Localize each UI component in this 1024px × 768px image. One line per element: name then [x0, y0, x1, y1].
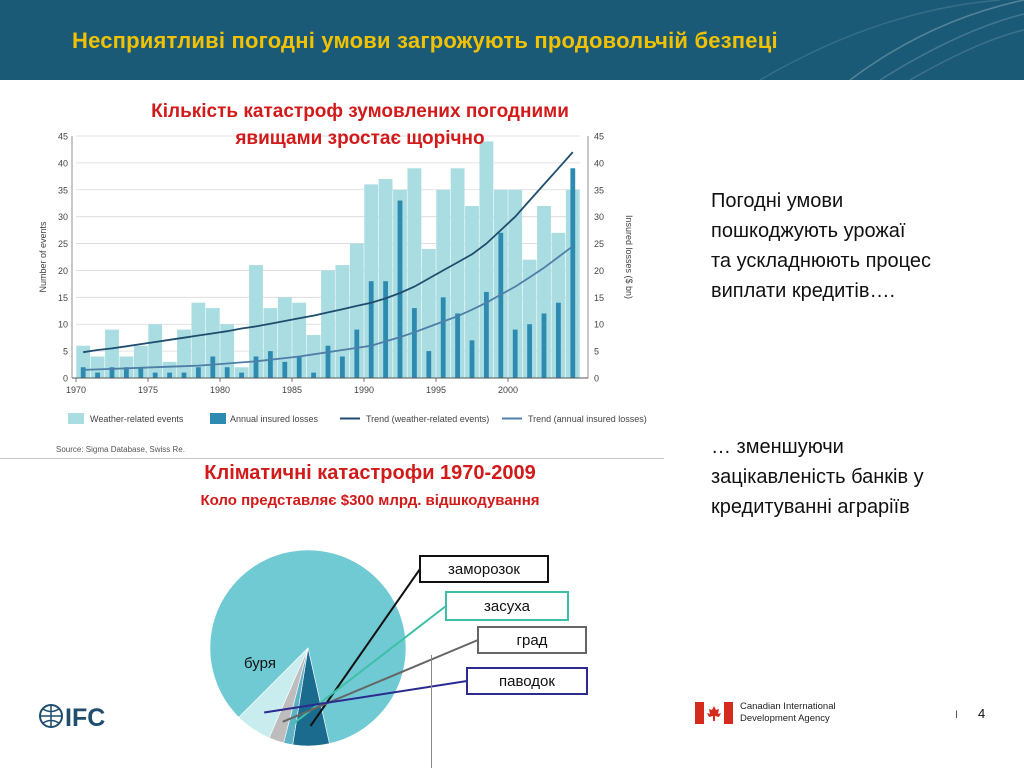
legend-swatch-events	[68, 413, 84, 424]
losses-bar	[340, 356, 345, 378]
legend-label: Trend (annual insured losses)	[528, 414, 647, 424]
losses-bar	[398, 201, 403, 378]
x-tick-label: 1995	[425, 385, 447, 395]
losses-bar	[498, 233, 503, 378]
chart-title-line2: явищами зростає щорічно	[235, 128, 485, 149]
losses-bar	[282, 362, 287, 378]
cida-line2: Development Agency	[740, 713, 830, 724]
callout-label: засуха	[484, 598, 530, 615]
losses-bar	[455, 313, 460, 378]
y-tick-label: 15	[57, 292, 68, 303]
header-bar	[0, 0, 1024, 80]
losses-bar	[527, 324, 532, 378]
losses-bar	[239, 373, 244, 378]
y2-tick-label: 25	[594, 239, 605, 250]
y2-tick-label: 40	[594, 158, 605, 169]
losses-bar	[254, 356, 259, 378]
losses-bar	[470, 340, 475, 378]
x-tick-label: 1985	[281, 385, 303, 395]
losses-bar	[369, 281, 374, 378]
x-tick-label: 1980	[209, 385, 231, 395]
side-text-para1: Погодні умови пошкоджують урожаї та ускладнюють процес виплати кредитів….	[711, 190, 931, 302]
losses-bar	[268, 351, 273, 378]
losses-bar	[326, 346, 331, 378]
y2-tick-label: 5	[594, 346, 600, 357]
pie-subtitle: Коло представляє $300 млрд. відшкодування	[200, 492, 540, 509]
losses-bar	[81, 367, 86, 378]
x-tick-label: 1990	[353, 385, 375, 395]
losses-bar	[167, 373, 172, 378]
ifc-logo	[38, 702, 118, 730]
y2-tick-label: 35	[594, 185, 605, 196]
y2-axis-title: Insured losses ($ bn)	[624, 214, 634, 300]
y2-tick-label: 20	[594, 265, 605, 276]
losses-bar	[556, 303, 561, 378]
losses-bar	[354, 330, 359, 378]
events-bar	[307, 335, 321, 378]
page-separator: I	[955, 709, 959, 721]
events-bar	[148, 324, 162, 378]
chart-title-line1: Кількість катастроф зумовлених погодними	[151, 101, 569, 122]
events-bar	[192, 303, 206, 378]
legend-label: Annual insured losses	[230, 414, 319, 424]
losses-bar	[542, 313, 547, 378]
y2-tick-label: 45	[594, 131, 605, 142]
y-tick-label: 0	[62, 373, 68, 384]
y-tick-label: 5	[62, 346, 68, 357]
losses-bar	[182, 373, 187, 378]
y-tick-label: 40	[57, 158, 68, 169]
y-tick-label: 10	[57, 319, 68, 330]
x-tick-label: 1970	[65, 385, 87, 395]
losses-bar	[138, 367, 143, 378]
pie-label: буря	[244, 655, 276, 672]
losses-bar	[383, 281, 388, 378]
y-tick-label: 30	[57, 212, 68, 223]
legend-swatch-losses	[210, 413, 226, 424]
losses-bar	[225, 367, 230, 378]
vertical-divider	[431, 655, 432, 768]
chart-source: Source: Sigma Database, Swiss Re.	[56, 445, 185, 454]
side-text-para2: … зменшуючи зацікавленість банків у кредитуванні аграріїв	[711, 436, 924, 518]
x-tick-label: 2000	[497, 385, 519, 395]
losses-bar	[196, 367, 201, 378]
callout-label: паводок	[499, 673, 555, 690]
losses-bar	[210, 356, 215, 378]
slide-title: Несприятливі погодні умови загрожують продовольчій безпеці	[72, 28, 778, 53]
chart-title	[57, 98, 660, 152]
x-tick-label: 1975	[137, 385, 159, 395]
horizontal-divider	[0, 458, 664, 459]
y2-tick-label: 0	[594, 373, 600, 384]
ifc-logo-text: IFC	[65, 704, 106, 730]
y2-tick-label: 10	[594, 319, 605, 330]
canada-flag-icon	[695, 700, 733, 726]
losses-bar	[153, 373, 158, 378]
losses-bar	[570, 168, 575, 378]
losses-bar	[412, 308, 417, 378]
legend-label: Trend (weather-related events)	[366, 414, 490, 424]
callout-label: заморозок	[447, 561, 521, 578]
y-tick-label: 35	[57, 185, 68, 196]
losses-bar	[441, 297, 446, 378]
callout-label: град	[516, 632, 548, 649]
y-tick-label: 20	[57, 265, 68, 276]
page-number: 4	[978, 706, 986, 721]
losses-bar	[426, 351, 431, 378]
disaster-pie-chart	[180, 540, 600, 768]
losses-bar	[311, 373, 316, 378]
y-tick-label: 45	[57, 131, 68, 142]
y-axis-title: Number of events	[38, 221, 48, 293]
legend-label: Weather-related events	[90, 414, 184, 424]
cida-line1: Canadian International	[740, 701, 836, 712]
pie-title: Кліматичні катастрофи 1970-2009	[204, 462, 536, 484]
y2-tick-label: 15	[594, 292, 605, 303]
losses-bar	[95, 373, 100, 378]
losses-bar	[484, 292, 489, 378]
cida-agency-name	[740, 701, 836, 725]
y-tick-label: 25	[57, 239, 68, 250]
losses-bar	[513, 330, 518, 378]
y2-tick-label: 30	[594, 212, 605, 223]
losses-bar	[297, 356, 302, 378]
